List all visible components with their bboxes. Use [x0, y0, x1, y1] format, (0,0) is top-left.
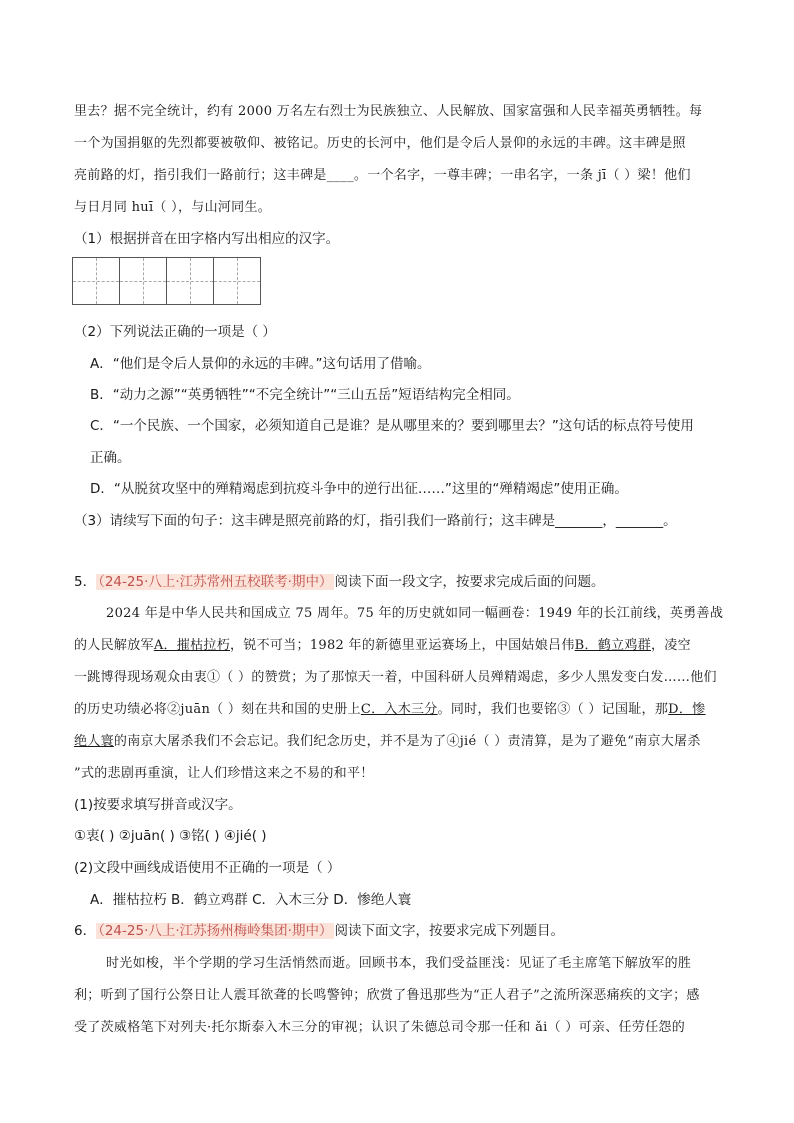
tianzige-grid[interactable]: [72, 257, 260, 305]
fill-items: ①衷( ) ②juān( ) ③铭( ) ④jié( ): [74, 828, 267, 844]
text-span: 的南京大屠杀我们不会忘记。我们纪念历史，并不是为了④jié（ ）责清算，是为了避免“南京大屠杀: [113, 734, 701, 749]
passage-line: [74, 698, 726, 717]
option-b: B．“动力之源”“英勇牺牲”“不完全统计”“三山五岳”短语结构完全相同。: [90, 387, 520, 403]
underlined-idiom: B．鹤立鸡群: [574, 638, 651, 653]
question-6-header: [74, 919, 726, 939]
passage-line: 里去？据不完全统计，约有 2000 万名左右烈士为民族独立、人民解放、国家富强和人民幸福英勇牺牲。每: [74, 104, 703, 119]
passage-line: ”式的悲剧再重演，让人们珍惜这来之不易的和平！: [74, 766, 374, 781]
question-1: （1）根据拼音在田字格内写出相应的汉字。: [74, 231, 340, 247]
source-tag: （24-25·八上·江苏常州五校联考·期中）: [98, 574, 333, 590]
question-5-header: [74, 570, 726, 590]
passage-line: 一个为国捐躯的先烈都要被敬仰、被铭记。历史的长河中，他们是令后人景仰的永远的丰碑。这丰碑是照: [74, 136, 686, 151]
sub-question-1: (1)按要求填写拼音或汉字。: [74, 797, 242, 813]
text-span: ，锐不可当；1982 年的新德里亚运赛场上，中国姑娘吕伟: [230, 638, 575, 653]
tianzige-cell[interactable]: [72, 257, 120, 305]
text-span: ，凌空: [651, 638, 691, 653]
passage-line: 受了茨威格笔下对列夫·托尔斯泰入木三分的审视；认识了朱德总司令那一任和 ǎi（ ）可亲、任劳任怨的: [74, 1020, 686, 1035]
passage-line: 2024 年是中华人民共和国成立 75 周年。75 年的历史就如同一幅画卷：1949 年的长江前线，英勇善战: [106, 606, 724, 621]
underlined-idiom: D．惨: [668, 702, 706, 717]
tianzige-cell[interactable]: [119, 257, 167, 305]
question-2-stem: （2）下列说法正确的一项是（ ）: [74, 324, 276, 340]
passage-line: 与日月同 huī（ ），与山河同生。: [74, 200, 272, 215]
question-number: 6．: [74, 923, 97, 939]
tianzige-cell[interactable]: [213, 257, 261, 305]
text-span: 的历史功绩必将②juān（ ）刻在共和国的史册上: [74, 702, 361, 717]
passage-line: 亮前路的灯，指引我们一路前行；这丰碑是____。一个名字，一尊丰碑；一串名字，一条 jī（ ）梁！他们: [74, 168, 691, 183]
passage-line: 利；听到了国行公祭日让人震耳欲聋的长鸣警钟；欣赏了鲁迅那些为“正人君子”之流所深恶痛疾的文字；感: [74, 988, 700, 1003]
underlined-idiom: A．摧枯拉朽: [153, 638, 231, 653]
option-d: D．“从脱贫攻坚中的殚精竭虑到抗疫斗争中的逆行出征……”这里的“殚精竭虑”使用正确。: [90, 481, 628, 497]
text-span: 的人民解放军: [74, 638, 154, 653]
text-span: 。同时，我们也要铭③（ ）记国耻，那: [437, 702, 669, 717]
passage-line: [74, 730, 726, 749]
answer-options: A．摧枯拉朽 B．鹤立鸡群 C．入木三分 D．惨绝人寰: [90, 892, 412, 908]
passage-line: 时光如梭，半个学期的学习生活悄然而逝。回顾书本，我们受益匪浅：见证了毛主席笔下解放军的胜: [106, 956, 692, 971]
passage-line: 一跳博得现场观众由衷①（ ）的赞赏；为了那惊天一着，中国科研人员殚精竭虑，多少人黑发变白发……他们: [74, 670, 717, 685]
question-number: 5．: [74, 574, 97, 590]
question-3: （3）请续写下面的句子：这丰碑是照亮前路的灯，指引我们一路前行；这丰碑是_______，_______。: [74, 513, 677, 529]
tianzige-cell[interactable]: [166, 257, 214, 305]
underlined-idiom: 绝人寰: [74, 734, 114, 749]
question-title: 阅读下面一段文字，按要求完成后面的问题。: [334, 574, 605, 590]
question-title: 阅读下面文字，按要求完成下列题目。: [334, 923, 564, 939]
option-c-cont: 正确。: [90, 450, 131, 466]
option-c: C．“一个民族、一个国家，必须知道自己是谁？是从哪里来的？要到哪里去？”这句话的标点符号使用: [90, 418, 694, 434]
underlined-idiom: C．入木三分: [360, 702, 438, 717]
option-a: A．“他们是令后人景仰的永远的丰碑。”这句话用了借喻。: [90, 356, 431, 372]
passage-line: [74, 634, 726, 653]
source-tag: （24-25·八上·江苏扬州梅岭集团·期中）: [98, 923, 333, 939]
sub-question-2: (2)文段中画线成语使用不正确的一项是（ ）: [74, 860, 341, 876]
